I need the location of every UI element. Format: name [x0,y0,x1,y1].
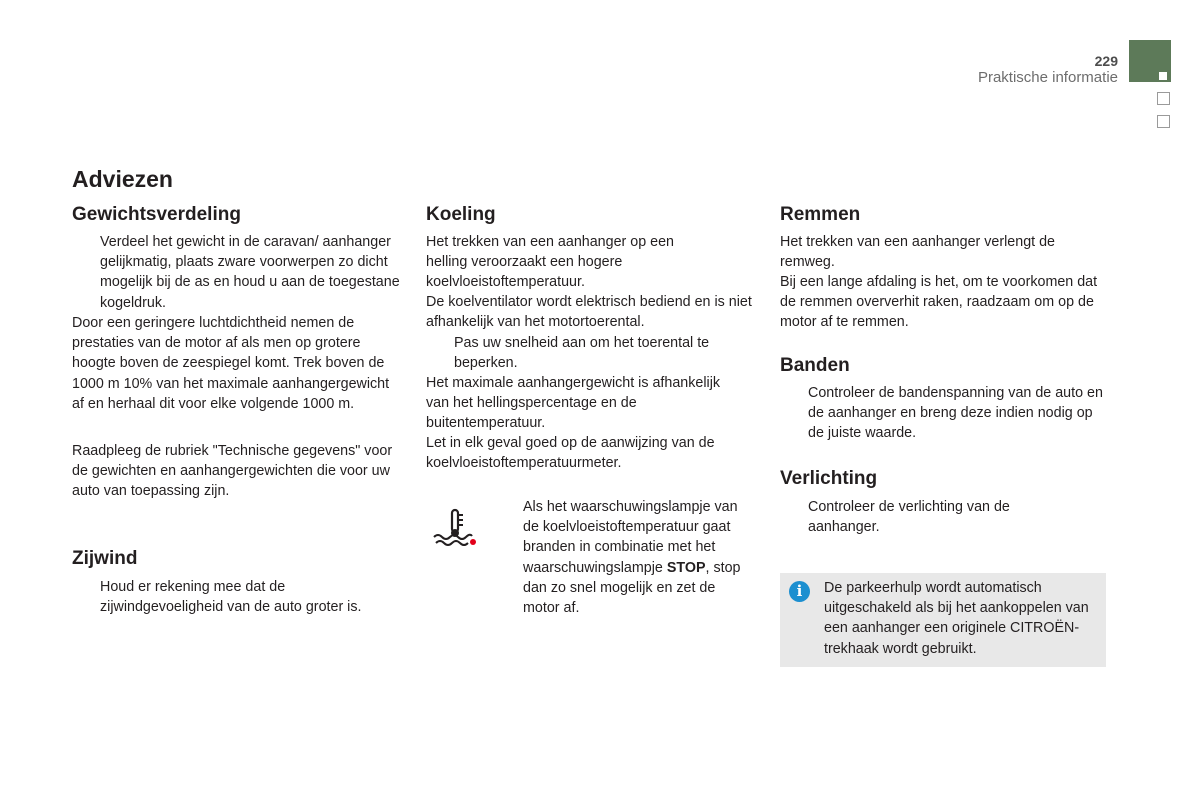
chapter-tab-active [1129,40,1171,82]
page-number: 229 [1094,53,1118,69]
heading-tires: Banden [780,355,850,376]
bullet-wind: Houd er rekening mee dat de zijwindgevoeligheid van de auto groter is. [100,579,362,616]
bullet-cooling: Pas uw snelheid aan om het toerental te beperken. [454,335,710,372]
page-heading: Adviezen [72,166,173,192]
info-box [780,573,1106,667]
section-title: Praktische informatie [977,69,1118,86]
info-text: De parkeerhulp wordt automatisch uitgeschakeld als bij het aankoppelen van een aanhanger een originele CITROËN-trekhaak wordt gebruikt. [824,580,1089,657]
paragraph-brakes-1: Het trekken van een aanhanger verlengt de remweg. [780,234,1056,271]
paragraph-weight-2: Raadpleeg de rubriek "Technische gegevens" voor de gewichten en aanhangergewichten die voor uw auto van toepassing zijn. [72,443,393,500]
paragraph-weight-1: Door een geringere luchtdichtheid nemen de prestaties van de motor af als men op grotere hoogte boven de zeespiegel komt. Trek boven de 1000 m 10% van het maximale aanhangergewicht af en herhaal dit voor elke volgende 1000 m. [72,315,390,412]
coolant-temperature-icon [430,507,478,547]
bullet-lights: Controleer de verlichting van de aanhanger. [808,499,1010,536]
bullet-weight: Verdeel het gewicht in de caravan/ aanhanger gelijkmatig, plaats zware voorwerpen zo dicht mogelijk bij de as en houd u aan de toegestane kogeldruk. [100,234,400,311]
heading-brakes: Remmen [780,204,861,225]
chapter-tab-box [1157,115,1170,128]
tab-marker-icon [1159,72,1167,80]
chapter-tab-box [1157,92,1170,105]
heading-lights: Verlichting [780,468,878,489]
paragraph-brakes-2: Bij een lange afdaling is het, om te voorkomen dat de remmen oververhit raken, raadzaam om op de motor af te remmen. [780,274,1098,331]
heading-wind: Zijwind [72,548,138,569]
info-icon: i [789,581,810,602]
paragraph-cooling-4: Let in elk geval goed op de aanwijzing van de koelvloeistoftemperatuurmeter. [426,435,715,472]
heading-weight: Gewichtsverdeling [72,204,241,225]
stop-label: STOP [666,559,706,576]
paragraph-cooling-3: Het maximale aanhangergewicht is afhankelijk van het hellingspercentage en de buitentemperatuur. [426,375,721,432]
paragraph-cooling-1: Het trekken van een aanhanger op een helling veroorzaakt een hogere koelvloeistoftemperatuur. [426,234,674,291]
heading-cooling: Koeling [426,204,496,225]
bullet-tires: Controleer de bandenspanning van de auto en de aanhanger en breng deze indien nodig op de juiste waarde. [808,385,1103,442]
warning-bullet: Als het waarschuwingslampje van de koelvloeistoftemperatuur gaat branden in combinatie met het waarschuwingslampje STOP, stop dan zo snel mogelijk en zet de motor af. [523,499,741,617]
paragraph-cooling-2: De koelventilator wordt elektrisch bediend en is niet afhankelijk van het motortoerental. [426,294,752,331]
